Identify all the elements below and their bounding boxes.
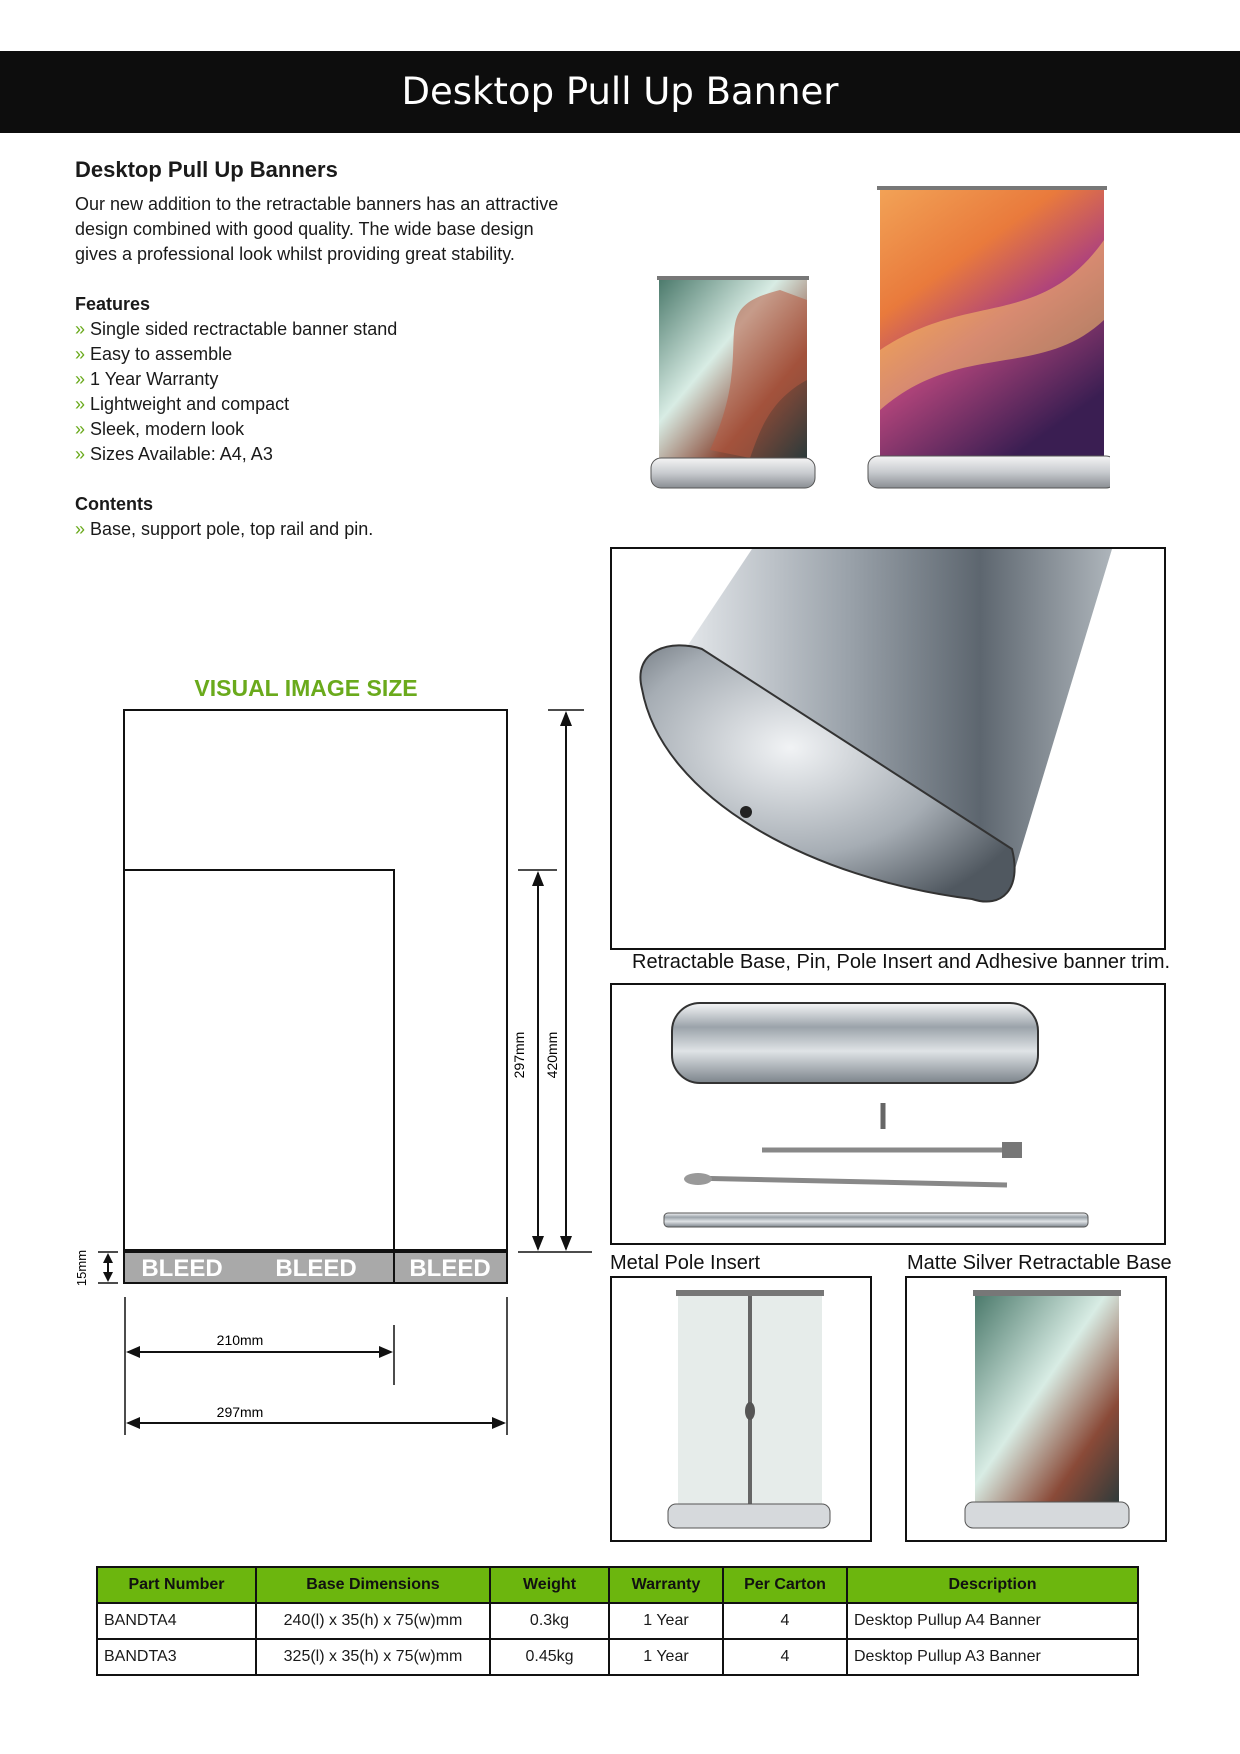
components-illustration [612,985,1164,1243]
arrow-up-icon [103,1253,113,1263]
cell-base-dimensions: 240(l) x 35(h) x 75(w)mm [256,1603,490,1639]
arrow-up-icon [560,711,572,726]
cell-base-dimensions: 325(l) x 35(h) x 75(w)mm [256,1639,490,1675]
bleed-label: BLEED [275,1255,357,1282]
contents-text: Base, support pole, top rail and pin. [90,519,374,539]
silver-base-illustration [907,1278,1165,1540]
features-heading: Features [75,294,151,314]
pin-hole [740,806,752,818]
arrow-right-icon [492,1417,506,1429]
cell-part-number: BANDTA3 [97,1639,256,1675]
spec-table [96,1566,1139,1676]
bullet-marker: » [75,394,86,414]
feature-item [75,392,289,417]
product-photo-stands [640,180,1110,520]
page-title: Desktop Pull Up Banner [401,70,839,113]
caption-silver-base: Matte Silver Retractable Base [907,1252,1172,1274]
feature-item [75,417,244,442]
a4-top-rail [657,276,809,280]
contents-heading: Contents [75,494,153,514]
pole-joint [745,1402,755,1420]
arrow-right-icon [379,1346,393,1358]
silver-banner-graphic [975,1296,1119,1506]
pole-base [668,1504,830,1528]
column-header: Weight [490,1567,609,1603]
feature-text: Lightweight and compact [90,394,290,414]
caption-pole: Metal Pole Insert [610,1252,761,1274]
diagram-title: VISUAL IMAGE SIZE [194,675,418,701]
a3-outline [124,710,507,1250]
pole-insert-illustration [612,1278,870,1540]
bullet-marker: » [75,519,86,539]
feature-item [75,317,397,342]
feature-text: Easy to assemble [90,344,233,364]
intro-line: gives a professional look whilst providing great stability. [75,244,515,264]
silver-top-rail [973,1290,1121,1296]
a4-width-label: 210mm [216,1332,264,1348]
table-row [97,1639,1138,1675]
arrow-left-icon [126,1346,140,1358]
a4-base [651,458,815,488]
cell-part-number: BANDTA4 [97,1603,256,1639]
pole-knob [684,1173,712,1185]
base-tube [672,1003,1038,1083]
cell-per-carton: 4 [723,1639,847,1675]
cell-weight: 0.3kg [490,1603,609,1639]
cell-per-carton: 4 [723,1603,847,1639]
bullet-marker: » [75,369,86,389]
bleed-label: BLEED [141,1255,223,1282]
size-diagram [60,665,620,1445]
cell-description: Desktop Pullup A3 Banner [847,1639,1138,1675]
a3-base [868,456,1110,488]
caption-base-detail: Retractable Base, Pin, Pole Insert and Adhesive banner trim. [632,951,1171,973]
arrow-down-icon [532,1236,544,1251]
contents-item [75,517,373,542]
intro-line: design combined with good quality. The wide base design [75,219,534,239]
photo-base-detail [610,547,1166,950]
column-header: Per Carton [723,1567,847,1603]
column-header: Warranty [609,1567,723,1603]
pole-top-rail [676,1290,824,1296]
adhesive-trim [664,1213,1088,1227]
feature-text: 1 Year Warranty [90,369,219,389]
table-header-row [97,1567,1138,1603]
bullet-marker: » [75,344,86,364]
arrow-down-icon [560,1236,572,1251]
photo-components [610,983,1166,1245]
cell-warranty: 1 Year [609,1603,723,1639]
a4-height-label: 297mm [511,1031,527,1079]
column-header: Part Number [97,1567,256,1603]
a3-height-label: 420mm [544,1031,560,1079]
bullet-marker: » [75,444,86,464]
feature-item [75,442,273,467]
pole-plate [1002,1142,1022,1158]
base-endcap-illustration [612,549,1164,948]
feature-item [75,342,232,367]
column-header: Description [847,1567,1138,1603]
feature-item [75,367,218,392]
support-pole [688,1178,1007,1185]
table-row [97,1603,1138,1639]
feature-text: Sizes Available: A4, A3 [90,444,273,464]
cell-description: Desktop Pullup A4 Banner [847,1603,1138,1639]
arrow-down-icon [103,1272,113,1282]
intro-heading: Desktop Pull Up Banners [75,157,338,182]
intro-line: Our new addition to the retractable banners has an attractive [75,194,559,214]
a4-outline [124,870,394,1250]
bullet-marker: » [75,419,86,439]
a3-width-label: 297mm [216,1404,264,1420]
cell-weight: 0.45kg [490,1639,609,1675]
photo-pole-insert [610,1276,872,1542]
bullet-marker: » [75,319,86,339]
photo-silver-base [905,1276,1167,1542]
feature-text: Sleek, modern look [90,419,245,439]
bleed-label: BLEED [409,1255,491,1282]
bleed-dim-label: 15mm [74,1249,89,1287]
feature-text: Single sided rectractable banner stand [90,319,398,339]
silver-base [965,1502,1129,1528]
column-header: Base Dimensions [256,1567,490,1603]
cell-warranty: 1 Year [609,1639,723,1675]
arrow-left-icon [126,1417,140,1429]
arrow-up-icon [532,871,544,886]
a3-top-rail [877,186,1107,190]
